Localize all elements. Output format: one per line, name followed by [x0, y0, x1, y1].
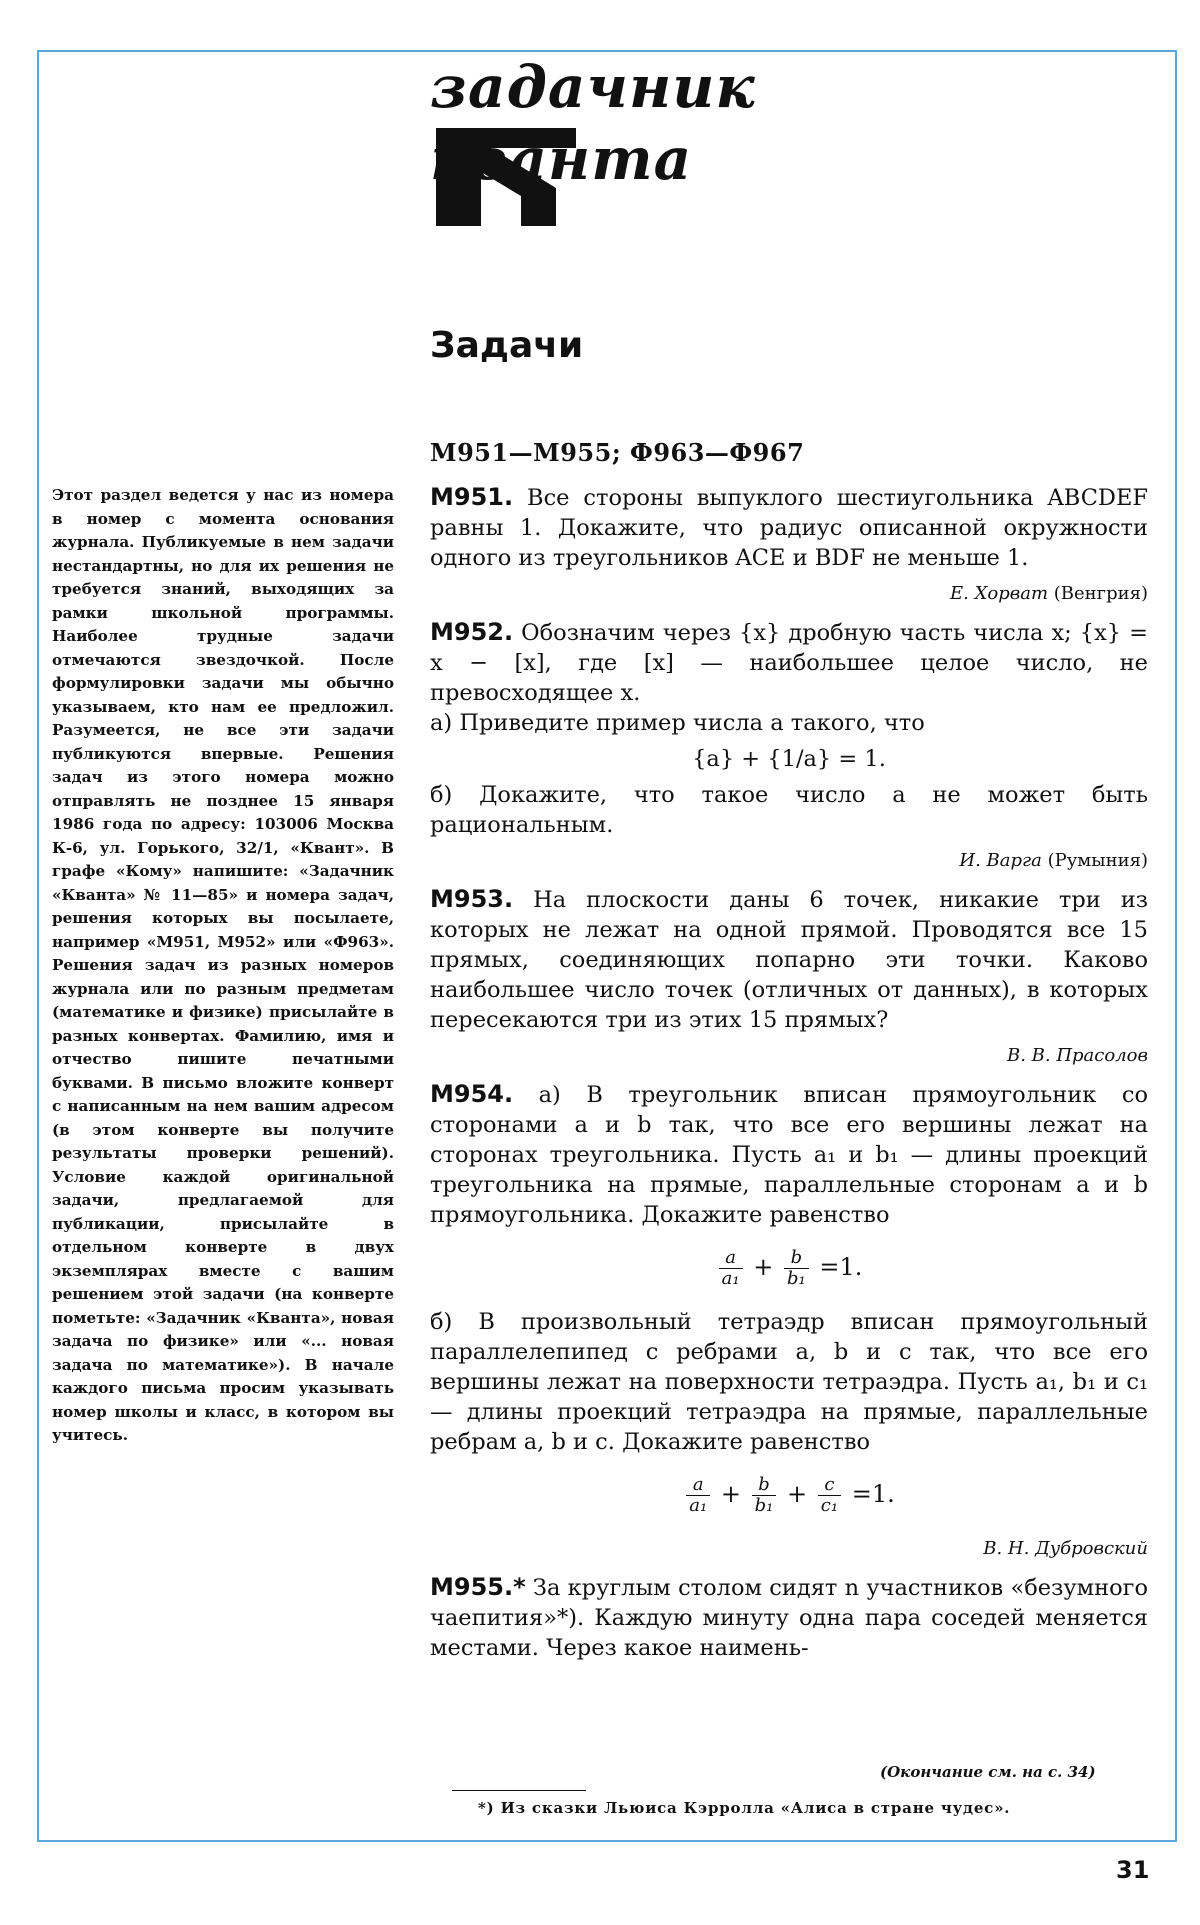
- author-country: (Румыния): [1047, 850, 1148, 871]
- problem-m955: [430, 1572, 1148, 1663]
- section-title: Задачи: [430, 325, 584, 366]
- sidebar-info-text: Этот раздел ведется у нас из номера в номер с момента основания журнала. Публикуемые в нем задачи нестандартны, но для их решения не требуется знаний, выходящих за рамки школьной программы. Наиболее трудные задачи отмечаются звездочкой. После формулировки задачи мы обычно указываем, кто нам ее предложил. Разумеется, не все эти задачи публикуются впервые. Решения задач из этого номера можно отправлять не позднее 15 января 1986 года по адресу: 103006 Москва К-6, ул. Горького, 32/1, «Квант». В графе «Кому» напишите: «Задачник «Кванта» № 11—85» и номера задач, решения которых вы посылаете, например «М951, М952» или «Ф963». Решения задач из разных номеров журнала или по разным предметам (математике и физике) присылайте в разных конвертах. Фамилию, имя и отчество пишите печатными буквами. В письмо вложите конверт с написанным на нем вашим адресом (в этом конверте вы получите результаты проверки решений). Условие каждой оригинальной задачи, предлагаемой для публикации, присылайте в отдельном конверте в двух экземплярах вместе с вашим решением этой задачи (на конверте пометьте: «Задачник «Кванта», новая задача по физике» или «... новая задача по математике»). В начале каждого письма просим указывать номер школы и класс, в котором вы учитесь.: [52, 486, 394, 1444]
- formula-two-fractions: $\frac{a}{\text{a₁}}$ + $\frac{b}{\text{b₁}}$ =1.: [430, 1248, 1148, 1289]
- problem-text: Все стороны выпуклого шестиугольника ABCDEF равны 1. Докажите, что радиус описанной окружности одного из треугольников ACE и BDF не меньше 1.: [430, 485, 1148, 571]
- problem-range-heading: М951—М955; Ф963—Ф967: [430, 438, 805, 467]
- author-name: И. Варга: [959, 850, 1042, 871]
- fraction-c: $\frac{c}{\text{c₁}}$: [818, 1475, 841, 1516]
- problem-author: [430, 846, 1148, 876]
- problem-author: [430, 1041, 1148, 1071]
- kvant-logo: [430, 53, 790, 238]
- fraction-a: $\frac{a}{\text{a₁}}$: [686, 1475, 710, 1516]
- problem-m954: [430, 1079, 1148, 1230]
- author-name: Е. Хорват: [949, 583, 1049, 604]
- problem-id: М954.: [430, 1080, 514, 1108]
- problem-text: На плоскости даны 6 точек, никакие три из которых не лежат на одной прямой. Проводятся все 15 прямых, соединяющих попарно эти точки. Каково наибольшее число точек (отличных от данных), в которых пересекаются три из этих 15 прямых?: [430, 887, 1148, 1033]
- problem-part-a: а) В треугольник вписан прямоугольник со сторонами a и b так, что все его вершины лежат на сторонах треугольника. Пусть a₁ и b₁ — длины проекций треугольника на прямые, параллельные сторонам a и b прямоугольника. Докажите равенство: [430, 1082, 1148, 1228]
- author-name: В. В. Прасолов: [1007, 1045, 1148, 1066]
- fraction-b: $\frac{b}{\text{b₁}}$: [784, 1248, 809, 1289]
- problem-id: М952.: [430, 618, 514, 646]
- footnote: *) Из сказки Льюиса Кэрролла «Алиса в стране чудес».: [478, 1799, 1011, 1817]
- page-number: 31: [1116, 1856, 1150, 1884]
- fraction-a: $\frac{a}{\text{a₁}}$: [719, 1248, 743, 1289]
- problem-author: [430, 579, 1148, 609]
- logo-line-zadachnik: задачник: [430, 53, 756, 121]
- problem-m951: [430, 482, 1148, 573]
- author-name: В. Н. Дубровский: [983, 1538, 1148, 1559]
- problem-part-b: б) Докажите, что такое число a не может быть рациональным.: [430, 782, 1148, 838]
- continuation-note: (Окончание см. на с. 34): [880, 1763, 1096, 1781]
- problem-id: М955.*: [430, 1573, 526, 1601]
- problem-part-a: а) Приведите пример числа a такого, что: [430, 710, 925, 736]
- formula: {a} + {1/a} = 1.: [692, 746, 886, 772]
- formula-three-fractions: $\frac{a}{\text{a₁}}$ + $\frac{b}{\text{b₁}}$ + $\frac{c}{\text{c₁}}$ =1.: [430, 1475, 1148, 1516]
- logo-line-kvanta: кванта: [430, 125, 693, 193]
- problems-column: [430, 482, 1148, 1663]
- problem-m952: [430, 617, 1148, 708]
- problem-id: М951.: [430, 483, 514, 511]
- problem-author: [430, 1534, 1148, 1564]
- problem-part-b: б) В произвольный тетраэдр вписан прямоугольный параллелепипед с ребрами a, b и c так, что все его вершины лежат на поверхности тетраэдра. Пусть a₁, b₁ и c₁ — длины проекций тетраэдра на прямые, параллельные ребрам a, b и c. Докажите равенство: [430, 1309, 1148, 1455]
- problem-text: Обозначим через {x} дробную часть числа x; {x} = x − [x], где [x] — наибольшее целое число, не превосходящее x.: [430, 620, 1148, 706]
- problem-id: М953.: [430, 885, 514, 913]
- fraction-b: $\frac{b}{\text{b₁}}$: [752, 1475, 777, 1516]
- problem-m953: [430, 884, 1148, 1035]
- author-country: (Венгрия): [1053, 583, 1148, 604]
- problem-text: За круглым столом сидят n участников «безумного чаепития»*). Каждую минуту одна пара соседей меняется местами. Через какое наимень-: [430, 1575, 1148, 1661]
- footnote-divider: [452, 1790, 586, 1791]
